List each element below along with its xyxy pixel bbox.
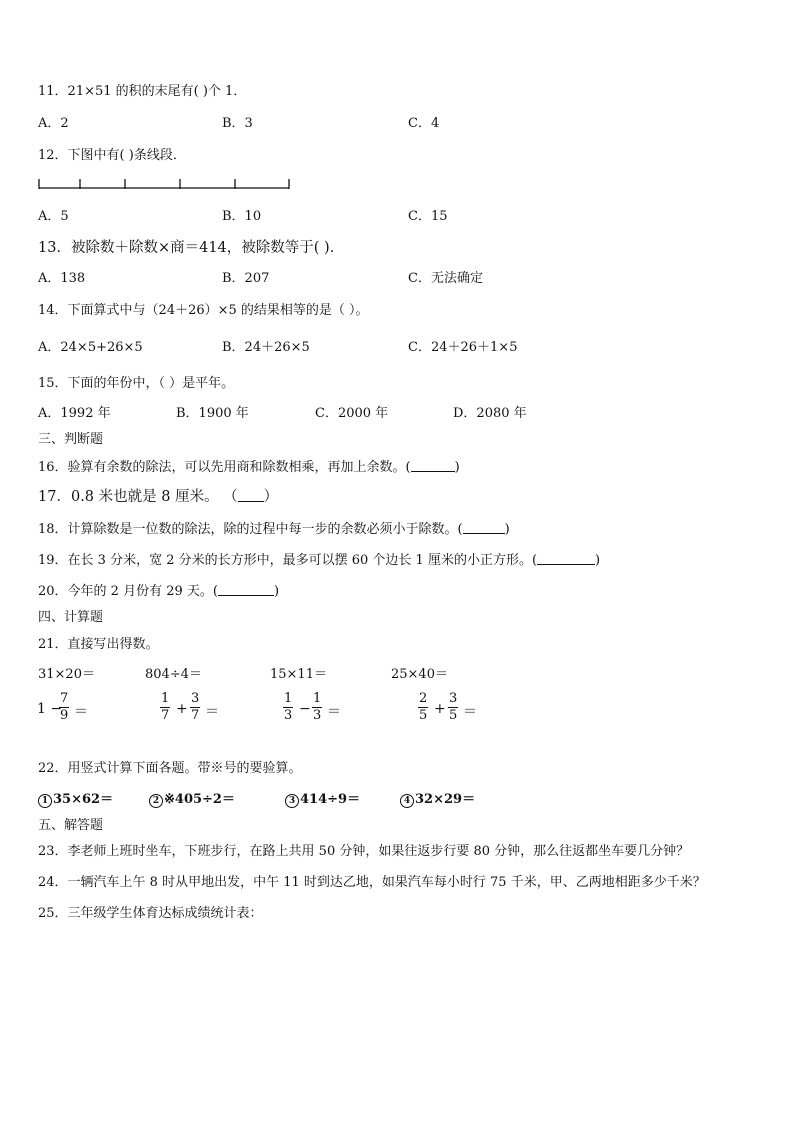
- q21-frac-expr-4-fraction-1: [418, 692, 428, 723]
- q23-text: 23．李老师上班时坐车，下班步行，在路上共用 50 分钟，如果往返步行要 80 分钟，那么往返都坐车要几分钟？: [38, 844, 690, 859]
- q19-answer-blank[interactable]: [537, 552, 595, 565]
- q21-frac-expr-2-fraction-2: [190, 692, 200, 723]
- q18-stem: 18．计算除数是一位数的除法，除的过程中每一步的余数必须小于除数。(: [38, 522, 463, 537]
- q22-item-1-expr: 35×62＝: [53, 792, 114, 807]
- q15-option-d: D．2080 年: [453, 406, 527, 421]
- denominator: 3: [284, 708, 293, 723]
- q21-frac-expr-3-fraction-2: [312, 692, 322, 723]
- q11-stem: 11．21×51 的积的末尾有( )个 1．: [38, 84, 247, 99]
- q21-frac-expr-4-operator: +: [434, 701, 446, 717]
- q12-stem: 12．下图中有( )条线段．: [38, 148, 186, 163]
- numerator: 7: [60, 691, 69, 706]
- q17-answer-blank[interactable]: [238, 489, 264, 502]
- q22-stem: 22．用竖式计算下面各题。带※号的要验算。: [38, 761, 302, 776]
- q16-stem: 16．验算有余数的除法，可以先用商和除数相乘，再加上余数。(: [38, 460, 411, 475]
- numerator: 3: [449, 691, 458, 706]
- q20-stem: 20．今年的 2 月份有 29 天。(: [38, 584, 218, 599]
- q22-item-3: [285, 792, 360, 808]
- q21-stem: 21．直接写出得数。: [38, 637, 159, 652]
- denominator: 9: [60, 708, 69, 723]
- q21-frac-expr-1-lead: 1 −: [37, 701, 63, 717]
- q22-item-2-expr: ※405÷2＝: [164, 792, 235, 807]
- q15-option-c: C．2000 年: [315, 406, 389, 421]
- q11-option-b: B．3: [222, 116, 253, 131]
- section-heading-word-problems: 五、解答题: [38, 818, 104, 833]
- q19-line: [38, 552, 600, 569]
- q21-frac-expr-2-fraction-1: [160, 692, 170, 723]
- q16-line: [38, 459, 460, 476]
- q24-text: 24．一辆汽车上午 8 时从甲地出发，中午 11 时到达乙地，如果汽车每小时行 75 千米，甲、乙两地相距多少千米？: [38, 875, 706, 890]
- numerator: 3: [191, 691, 200, 706]
- q17-tail: ）: [263, 489, 279, 505]
- q22-item-1: [38, 792, 113, 808]
- q21-frac-expr-2-equals: ＝: [205, 704, 219, 720]
- q15-option-a: A．1992 年: [38, 406, 111, 421]
- q16-answer-blank[interactable]: [411, 459, 455, 472]
- q22-item-4-expr: 32×29＝: [415, 792, 476, 807]
- q25-text: 25．三年级学生体育达标成绩统计表：: [38, 906, 263, 921]
- q21-expr-2: 804÷4＝: [145, 667, 202, 682]
- q21-frac-expr-3-operator: −: [299, 701, 311, 717]
- q14-option-a: A．24×5+26×5: [38, 340, 143, 355]
- q12-option-a: A．5: [38, 209, 69, 224]
- circled-number-2: 2: [149, 794, 163, 808]
- q21-expr-4: 25×40＝: [391, 667, 448, 682]
- q17-stem: 17．0.8 米也就是 8 厘米。 （: [38, 489, 238, 505]
- q14-option-c: C．24＋26＋1×5: [408, 340, 518, 355]
- q19-stem: 19．在长 3 分米，宽 2 分米的长方形中，最多可以摆 60 个边长 1 厘米的小正方形。(: [38, 553, 538, 568]
- q13-option-a: A．138: [38, 271, 86, 286]
- q22-item-2: [149, 792, 235, 808]
- denominator: 7: [191, 708, 200, 723]
- denominator: 7: [161, 708, 170, 723]
- q15-option-b: B．1900 年: [176, 406, 249, 421]
- section-heading-judgement: 三、判断题: [38, 432, 104, 447]
- q13-stem: 13．被除数＋除数×商＝414，被除数等于( )．: [38, 240, 345, 256]
- q21-frac-expr-3-equals: ＝: [327, 704, 341, 720]
- q14-stem: 14．下面算式中与（24＋26）×5 的结果相等的是（ ）。: [38, 303, 369, 318]
- q12-option-c: C．15: [408, 209, 448, 224]
- q16-tail: ): [454, 460, 460, 475]
- q22-item-3-expr: 414÷9＝: [300, 792, 361, 807]
- q18-tail: ): [504, 522, 510, 537]
- circled-number-3: 3: [285, 794, 299, 808]
- q14-option-b: B．24＋26×5: [222, 340, 310, 355]
- line-segment-figure: [36, 174, 296, 192]
- q21-frac-expr-4-equals: ＝: [463, 704, 477, 720]
- section-heading-calculation: 四、计算题: [38, 610, 104, 625]
- q20-tail: ): [273, 584, 280, 599]
- q22-item-4: [400, 792, 475, 808]
- numerator: 2: [419, 691, 428, 706]
- q21-frac-expr-4-fraction-2: [448, 692, 458, 723]
- q12-option-b: B．10: [222, 209, 262, 224]
- q21-frac-expr-2-operator: +: [176, 701, 188, 717]
- q20-answer-blank[interactable]: [218, 583, 274, 596]
- q20-line: [38, 583, 279, 600]
- q18-line: [38, 521, 510, 538]
- q17-line: [38, 489, 278, 505]
- q21-expr-1: 31×20＝: [38, 667, 95, 682]
- q11-option-a: A．2: [38, 116, 69, 131]
- denominator: 3: [313, 708, 322, 723]
- q21-frac-expr-1-equals: ＝: [74, 704, 88, 720]
- circled-number-1: 1: [38, 794, 52, 808]
- q13-option-b: B．207: [222, 271, 270, 286]
- q21-frac-expr-3-fraction-1: [283, 692, 293, 723]
- numerator: 1: [284, 691, 293, 706]
- q19-tail: ): [595, 553, 601, 568]
- numerator: 1: [161, 691, 170, 706]
- q18-answer-blank[interactable]: [463, 521, 505, 534]
- numerator: 1: [313, 691, 322, 706]
- denominator: 5: [449, 708, 458, 723]
- q15-stem: 15．下面的年份中，（ ）是平年。: [38, 376, 235, 391]
- circled-number-4: 4: [400, 794, 414, 808]
- q21-expr-3: 15×11＝: [270, 667, 327, 682]
- q21-frac-expr-1-fraction: [59, 692, 69, 723]
- q11-option-c: C．4: [408, 116, 440, 131]
- denominator: 5: [419, 708, 428, 723]
- q13-option-c: C．无法确定: [408, 271, 483, 286]
